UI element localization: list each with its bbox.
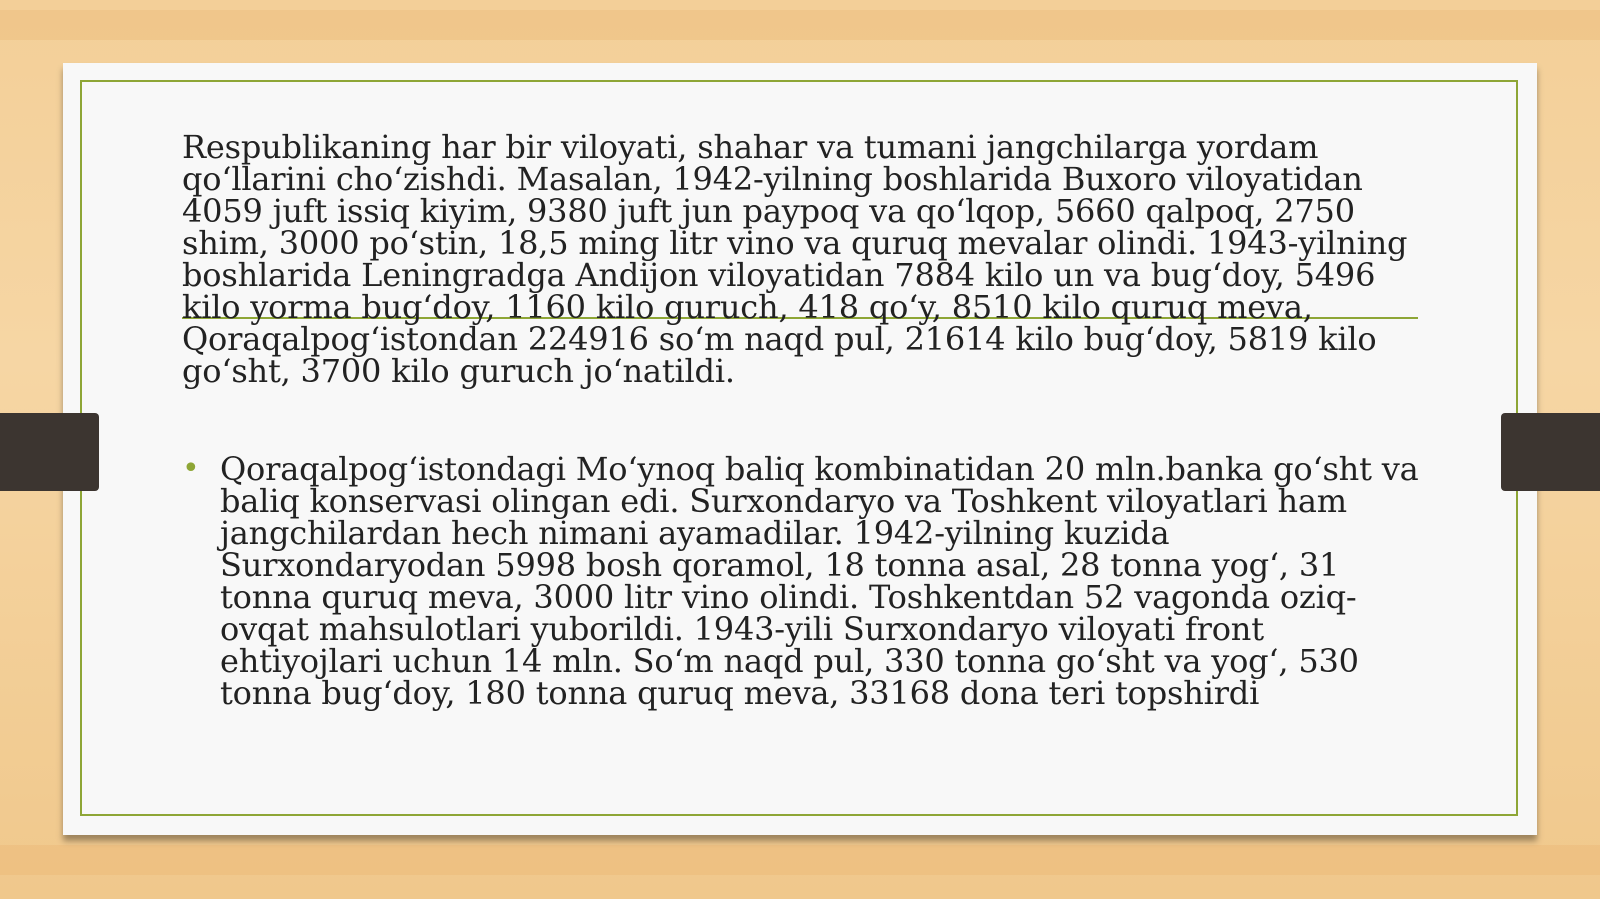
wood-grain-stripe	[0, 10, 1600, 40]
bullet-icon: •	[182, 451, 200, 486]
slide-paragraph: Respublikaning har bir viloyati, shahar va tumani jangchilarga yordam qo‘llarini cho‘zishdi. Masalan, 1942-yilning boshlarida Buxoro viloyatidan 4059 juft issiq kiyim, 9380 juft jun paypoq va qo‘lqop, 5660 qalpoq, 2750 shim, 3000 po‘stin, 18,5 ming litr vino va quruq mevalar olindi. 1943-yilning boshlarida Leningradga Andijon viloyatidan 7884 kilo un va bug‘doy, 5496 kilo yorma bug‘doy, 1160 kilo guruch, 418 qo‘y, 8510 kilo quruq meva, Qoraqalpog‘istondan 224916 so‘m naqd pul, 21614 kilo bug‘doy, 5819 kilo go‘sht, 3700 kilo guruch jo‘natildi.	[182, 128, 1408, 390]
left-decorative-tab	[0, 413, 99, 491]
right-decorative-tab	[1501, 413, 1600, 491]
bullet-item	[182, 450, 1422, 712]
wood-grain-stripe	[0, 845, 1600, 875]
bullet-text: Qoraqalpog‘istondagi Mo‘ynoq baliq kombinatidan 20 mln.banka go‘sht va baliq konservasi olingan edi. Surxondaryo va Toshkent viloyatlari ham jangchilardan hech nimani ayamadilar. 1942-yilning kuzida Surxondaryodan 5998 bosh qoramol, 18 tonna asal, 28 tonna yog‘, 31 tonna quruq meva, 3000 litr vino olindi. Toshkentdan 52 vagonda oziq-ovqat mahsulotlari yuborildi. 1943-yili Surxondaryo viloyati front ehtiyojlari uchun 14 mln. So‘m naqd pul, 330 tonna go‘sht va yog‘, 530 tonna bug‘doy, 180 tonna quruq meva, 33168 dona teri topshirdi	[220, 450, 1419, 712]
